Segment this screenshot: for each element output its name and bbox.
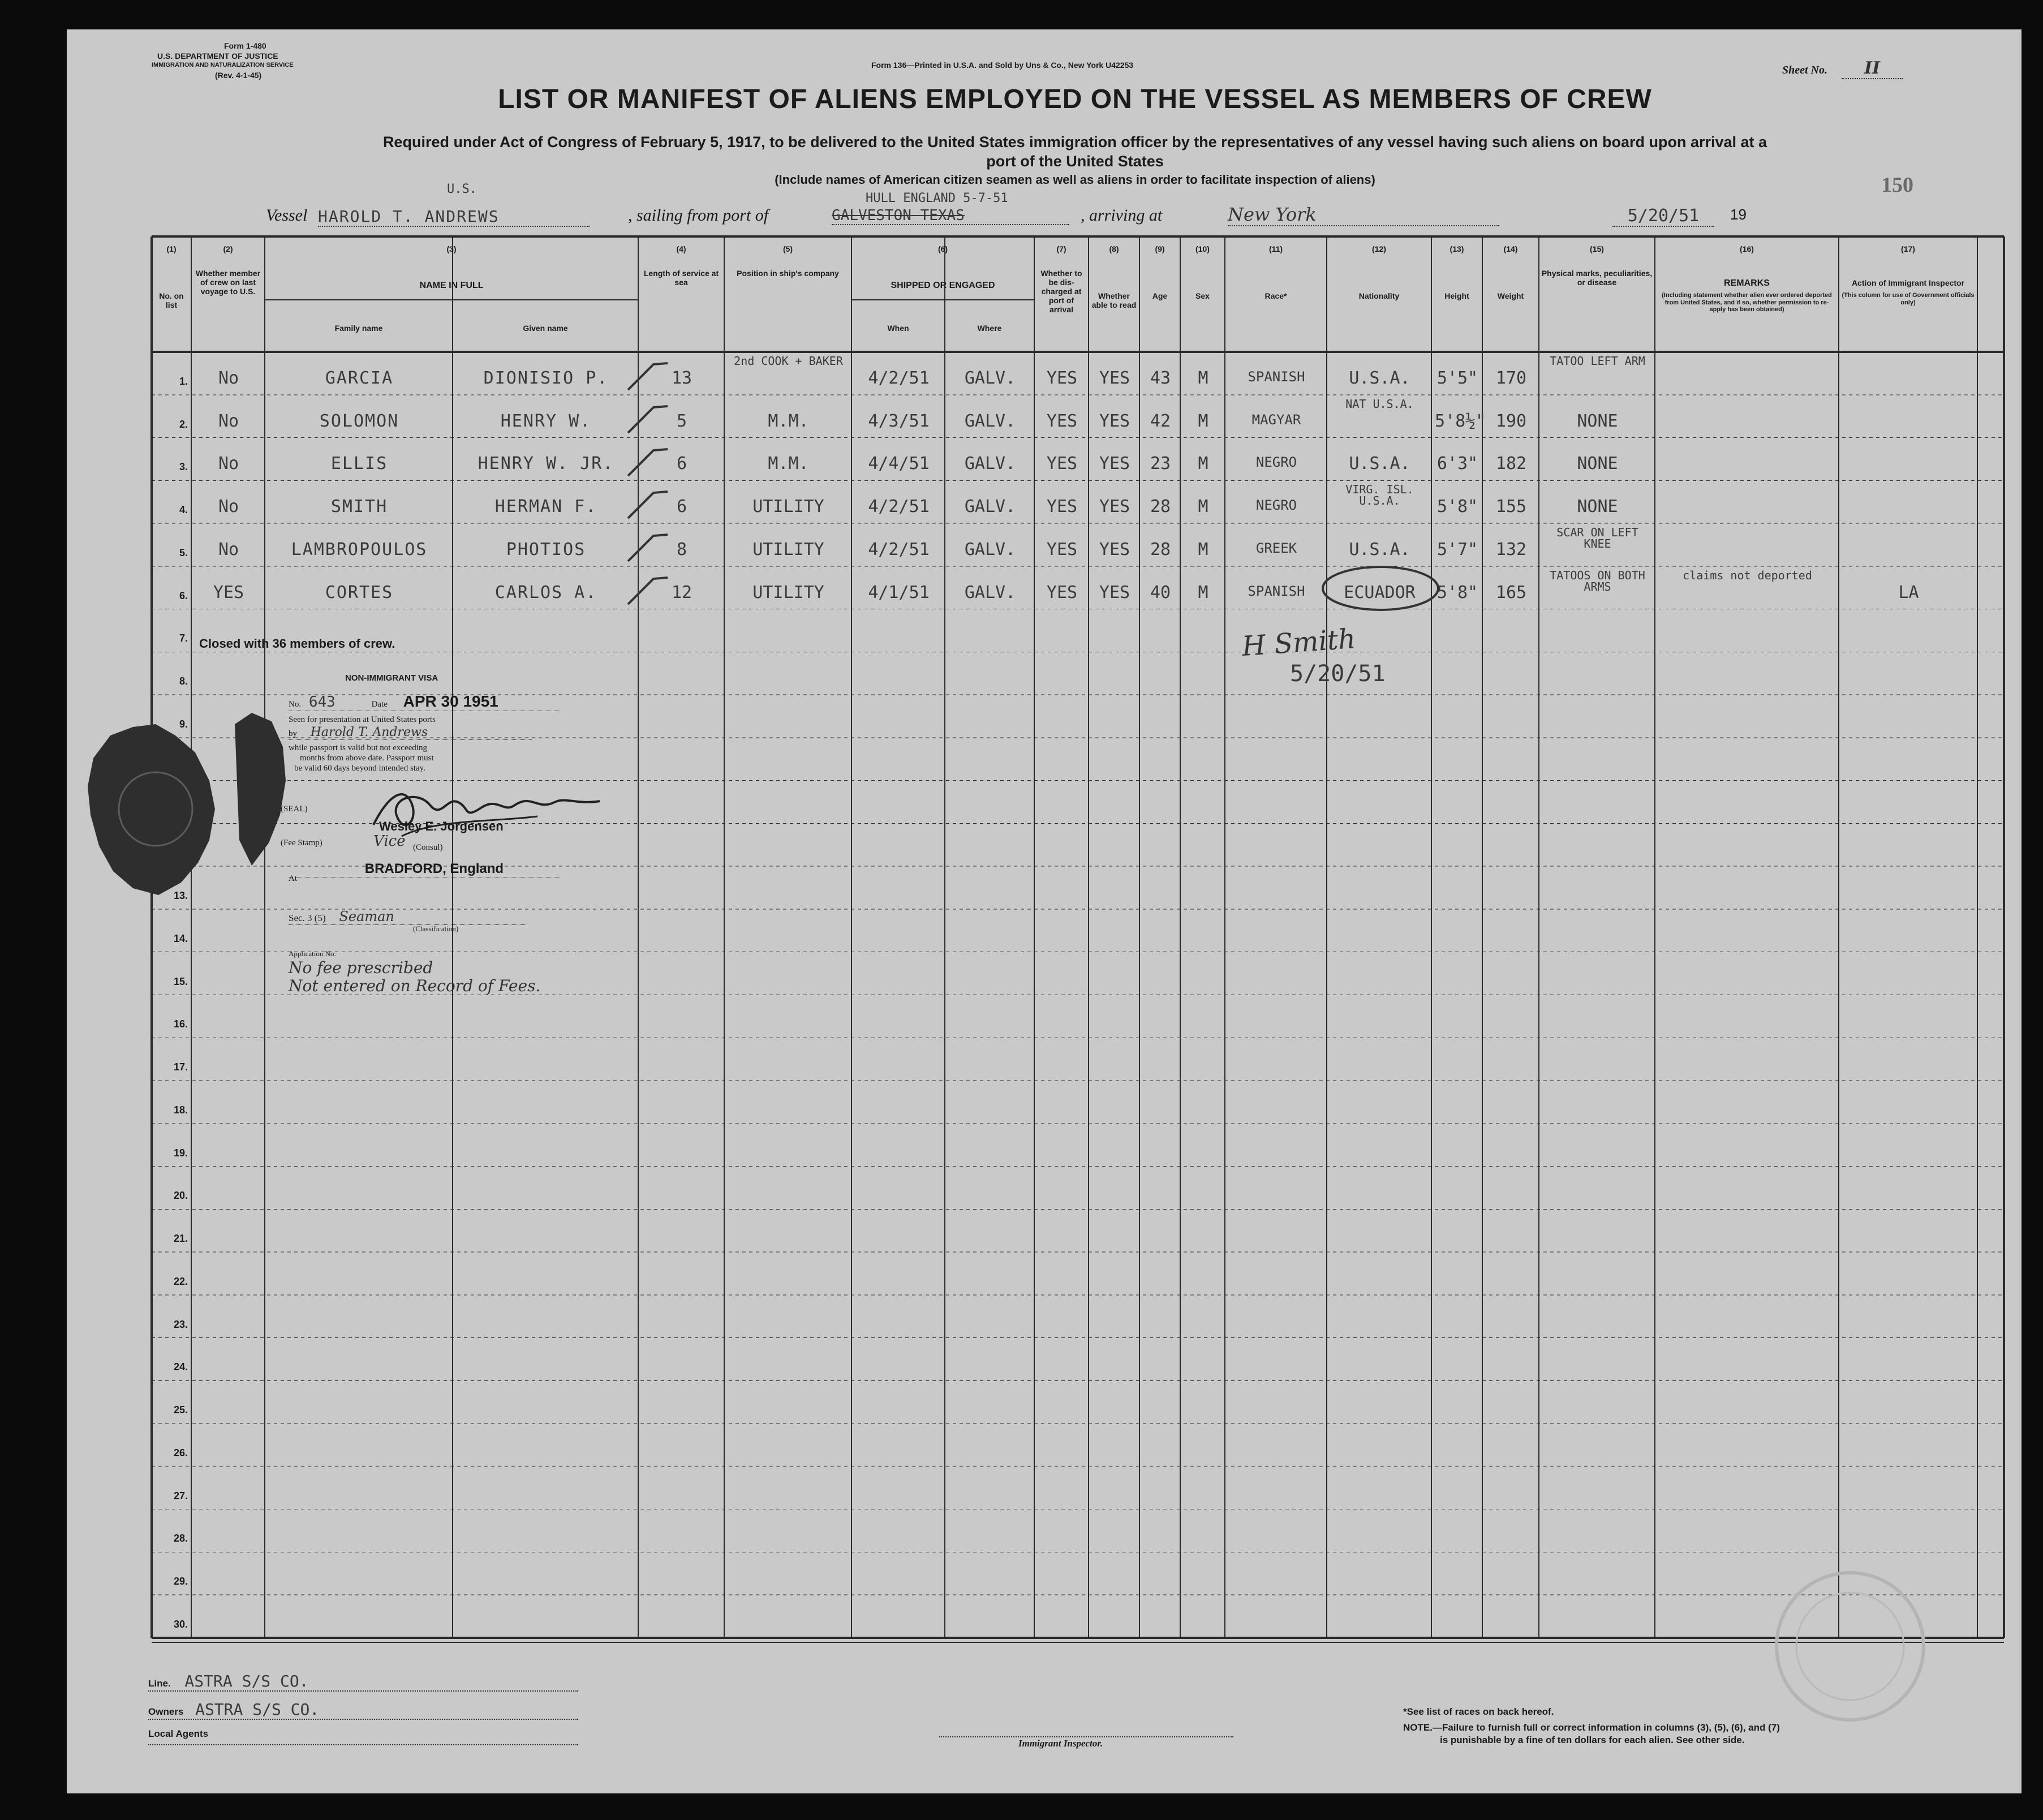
statute-line: Required under Act of Congress of February 5, 1917, to be delivered to the United States immigration officer by the representatives of any vessel having such aliens on board upon arrival at a (382, 134, 1767, 150)
race-note: *See list of races on back hereof. (1403, 1706, 1554, 1717)
physical-marks: SCAR ON LEFT KNEE (1556, 526, 1638, 551)
column-number: (8) (1109, 244, 1119, 253)
crew-member-flag: YES (213, 582, 244, 603)
row-number: 19. (173, 1147, 188, 1159)
footer-line-field: Line. ASTRA S/S CO. (148, 1672, 578, 1692)
engaged-place: GALV. (964, 497, 1016, 517)
discharge-flag: YES (1046, 454, 1078, 474)
row-number: 1. (179, 375, 188, 387)
column-number: (1) (166, 244, 177, 253)
column-header: Sex (1195, 291, 1210, 300)
column-subheader: Family name (334, 324, 383, 333)
tally-mark (622, 487, 673, 521)
given-name: DIONISIO P. (483, 368, 609, 388)
race: NEGRO (1255, 454, 1297, 471)
revision-label: (Rev. 4-1-45) (215, 71, 262, 80)
column-number: (5) (782, 244, 793, 253)
visa-by-name: Harold T. Andrews (310, 725, 428, 739)
column-subheader: Where (977, 324, 1002, 333)
visa-stamp (281, 669, 605, 995)
column-number: (3) (446, 244, 457, 253)
read-flag: YES (1099, 582, 1130, 603)
age: 28 (1150, 497, 1171, 517)
row-number: 13. (173, 889, 188, 901)
family-name: SOLOMON (319, 411, 399, 431)
closing-note: Closed with 36 members of crew. (199, 636, 395, 651)
age: 42 (1150, 411, 1171, 431)
read-flag: YES (1099, 497, 1130, 517)
row-number: 14. (173, 932, 188, 944)
visa-number: 643 (308, 694, 336, 711)
form-reference: Form 1-480 (224, 41, 266, 50)
height: 5'5" (1436, 368, 1478, 388)
service-length: 12 (671, 582, 693, 603)
given-name: CARLOS A. (494, 582, 597, 603)
printer-line: Form 136—Printed in U.S.A. and Sold by Uns & Co., New York U42253 (871, 61, 1134, 70)
read-flag: YES (1099, 368, 1130, 388)
sailing-label: , sailing from port of (628, 206, 769, 225)
row-number: 21. (173, 1233, 188, 1245)
row-number: 29. (173, 1576, 188, 1587)
row-number: 23. (173, 1318, 188, 1330)
engaged-date: 4/1/51 (868, 582, 930, 603)
race: GREEK (1255, 540, 1297, 556)
visa-at-label: At (289, 874, 297, 883)
family-name: ELLIS (330, 454, 388, 474)
embossed-seal (82, 718, 223, 905)
stamp-number: 150 (1881, 173, 1913, 197)
column-header: Position in ship's company (737, 269, 839, 278)
ship-position: M.M. (768, 411, 809, 431)
height: 5'7" (1436, 539, 1478, 560)
sex: M (1198, 454, 1208, 474)
engaged-date: 4/4/51 (868, 454, 930, 474)
agents-label: Local Agents (148, 1728, 209, 1739)
age: 23 (1150, 454, 1171, 474)
column-header: Race* (1264, 291, 1287, 300)
column-number: (2) (223, 244, 233, 253)
engaged-place: GALV. (964, 411, 1016, 431)
column-number: (4) (676, 244, 686, 253)
row-number: 5. (179, 547, 188, 558)
tally-mark (622, 402, 673, 436)
sheet-label: Sheet No. (1782, 64, 1827, 76)
visa-validity-2: months from above date. Passport must (300, 754, 434, 763)
column-number: (10) (1195, 244, 1210, 253)
nationality: U.S.A. (1349, 539, 1410, 560)
owners-value: ASTRA S/S CO. (195, 1700, 320, 1719)
consul-title: Vice (373, 833, 406, 850)
row-number: 7. (179, 633, 188, 644)
column-header: Age (1152, 291, 1168, 300)
visa-application-label: Application No. (289, 949, 336, 958)
weight: 155 (1495, 497, 1527, 517)
row-number: 30. (173, 1619, 188, 1630)
vessel-label: Vessel (266, 206, 308, 225)
row-number: 27. (173, 1490, 188, 1501)
column-number: (15) (1590, 244, 1604, 253)
inspector-initials: H Smith (1241, 623, 1357, 662)
service-length: 8 (676, 539, 687, 560)
visa-validity-1: while passport is valid but not exceeding (289, 743, 427, 752)
column-number: (12) (1372, 244, 1386, 253)
remarks: claims not deported (1683, 568, 1812, 582)
engaged-date: 4/2/51 (868, 539, 930, 560)
service-length: 6 (676, 497, 687, 517)
height: 6'3" (1436, 454, 1478, 474)
physical-marks: TATOO LEFT ARM (1550, 354, 1645, 368)
column-number: (14) (1503, 244, 1518, 253)
row-number: 6. (179, 590, 188, 601)
column-header: Length of service at sea (643, 269, 719, 287)
visa-classification: Seaman (339, 909, 394, 924)
row-number: 4. (179, 504, 188, 516)
visa-presentation: Seen for presentation at United States ports (289, 715, 436, 724)
column-number: (17) (1901, 244, 1915, 253)
tally-mark (622, 359, 673, 393)
tally-mark (622, 445, 673, 479)
column-number: (13) (1450, 244, 1464, 253)
row-number: 28. (173, 1533, 188, 1544)
crew-member-flag: No (218, 368, 239, 388)
row-number: 20. (173, 1190, 188, 1202)
row-number: 26. (173, 1447, 188, 1458)
engaged-place: GALV. (964, 368, 1016, 388)
weight: 190 (1495, 411, 1527, 431)
port-struck: GALVESTON TEXAS (832, 207, 1069, 225)
visa-fee-stamp-label: (Fee Stamp) (281, 838, 322, 847)
row-number: 17. (173, 1061, 188, 1073)
family-name: GARCIA (325, 368, 394, 388)
column-header: NAME IN FULL (419, 281, 484, 290)
sex: M (1198, 497, 1208, 517)
inspector-signature-line (939, 1728, 1233, 1737)
visa-place-line (289, 861, 560, 883)
column-subheader: Given name (523, 324, 568, 333)
discharge-flag: YES (1046, 368, 1078, 388)
height: 5'8½" (1435, 411, 1486, 431)
arriving-port: New York (1228, 204, 1499, 226)
given-name: PHOTIOS (506, 539, 586, 560)
row-number: 15. (173, 975, 188, 987)
inspector-action: LA (1898, 582, 1919, 603)
column-header: REMARKS (1724, 278, 1770, 288)
sex: M (1198, 368, 1208, 388)
given-name: HERMAN F. (494, 497, 597, 517)
column-header: Action of Immigrant Inspector (1851, 278, 1965, 287)
ship-position: M.M. (768, 454, 809, 474)
physical-marks: NONE (1577, 454, 1618, 474)
row-number: 25. (173, 1404, 188, 1416)
visa-number-line (289, 692, 560, 711)
footer-agents-field (148, 1728, 578, 1745)
engaged-place: GALV. (964, 539, 1016, 560)
family-name: LAMBROPOULOS (291, 539, 428, 560)
consul-name: Wesley E. Jorgensen (379, 819, 504, 833)
department-label: U.S. DEPARTMENT OF JUSTICE (157, 51, 278, 61)
row-number: 3. (179, 461, 188, 473)
owners-label: Owners (148, 1706, 184, 1717)
nationality: U.S.A. (1349, 368, 1410, 388)
row-number: 8. (179, 675, 188, 687)
tally-mark (622, 573, 673, 607)
race: SPANISH (1248, 368, 1305, 385)
footer-owners-field (148, 1700, 578, 1720)
visa-fee-line-1: No fee prescribed (289, 958, 433, 977)
discharge-flag: YES (1046, 411, 1078, 431)
visa-no-label: No. (289, 700, 302, 709)
arriving-label: , arriving at (1081, 206, 1163, 225)
nationality: ECUADOR (1344, 582, 1416, 603)
statute-line-2: port of the United States (986, 153, 1164, 170)
column-header: Nationality (1358, 291, 1400, 300)
column-number: (9) (1155, 244, 1165, 253)
weight: 182 (1495, 454, 1527, 474)
ship-position: 2nd COOK + BAKER (734, 354, 843, 368)
vessel-name: HAROLD T. ANDREWS (318, 207, 590, 227)
row-number: 22. (173, 1275, 188, 1287)
discharge-flag: YES (1046, 497, 1078, 517)
port-correction: HULL ENGLAND 5-7-51 (866, 191, 1008, 205)
column-header: Whether to be dis- charged at port of arrival (1040, 269, 1082, 315)
column-subheader: When (887, 324, 909, 333)
ship-position: UTILITY (752, 497, 824, 517)
visa-date-label: Date (371, 700, 388, 709)
column-header-note: (This column for use of Government officials only) (1842, 292, 1975, 306)
race: NEGRO (1255, 497, 1297, 514)
instruction-line: (Include names of American citizen seamen as well as aliens in order to facilitate inspection of aliens) (775, 173, 1375, 187)
arrival-date: 5/20/51 (1612, 206, 1714, 227)
nationality: NAT U.S.A. (1345, 397, 1414, 411)
engaged-date: 4/2/51 (868, 497, 930, 517)
weight: 170 (1495, 368, 1527, 388)
column-number: (11) (1268, 244, 1283, 253)
read-flag: YES (1099, 539, 1130, 560)
visa-date: APR 30 1951 (403, 692, 498, 710)
read-flag: YES (1099, 411, 1130, 431)
row-number: 2. (179, 418, 188, 430)
visa-by-label: by (289, 729, 297, 738)
penalty-note-1: NOTE.—Failure to furnish full or correct information in columns (3), (5), (6), and (7) (1403, 1722, 1780, 1733)
document-title: LIST OR MANIFEST OF ALIENS EMPLOYED ON THE VESSEL AS MEMBERS OF CREW (498, 84, 1652, 114)
discharge-flag: YES (1046, 582, 1078, 603)
line-value: ASTRA S/S CO. (184, 1672, 309, 1690)
crew-member-flag: No (218, 497, 239, 517)
engaged-place: GALV. (964, 582, 1016, 603)
ship-position: UTILITY (752, 539, 824, 560)
physical-marks: TATOOS ON BOTH ARMS (1550, 568, 1645, 593)
row-number: 24. (173, 1361, 188, 1373)
age: 43 (1150, 368, 1171, 388)
family-name: CORTES (325, 582, 394, 603)
service-length: 13 (671, 368, 693, 388)
column-header: Weight (1497, 291, 1524, 300)
sheet-number: II (1842, 58, 1903, 79)
column-number: (7) (1056, 244, 1066, 253)
engaged-date: 4/2/51 (868, 368, 930, 388)
nationality: VIRG. ISL. U.S.A. (1345, 483, 1414, 508)
crew-member-flag: No (218, 411, 239, 431)
sex: M (1198, 411, 1208, 431)
visa-seal-label: (SEAL) (281, 804, 308, 814)
given-name: HENRY W. (500, 411, 592, 431)
column-number: (6) (937, 244, 948, 253)
column-header: No. on list (159, 291, 184, 310)
age: 40 (1150, 582, 1171, 603)
vessel-prefix: U.S. (447, 182, 477, 196)
ship-position: UTILITY (752, 582, 824, 603)
height: 5'8" (1436, 582, 1478, 603)
column-header: Whether member of crew on last voyage to U.S. (195, 269, 261, 296)
visa-by-line (289, 725, 532, 740)
nationality: U.S.A. (1349, 454, 1410, 474)
race: MAGYAR (1251, 411, 1301, 428)
column-header: Height (1444, 291, 1469, 300)
penalty-note-2: is punishable by a fine of ten dollars for each alien. See other side. (1440, 1735, 1745, 1745)
service-label: IMMIGRATION AND NATURALIZATION SERVICE (152, 62, 294, 68)
row-number: 16. (173, 1018, 188, 1030)
visa-sec-label: Sec. 3 (5) (289, 913, 326, 923)
visa-classification-label: (Classification) (413, 924, 459, 933)
nationality-circle (1318, 563, 1443, 614)
given-name: HENRY W. JR. (478, 454, 614, 474)
tally-mark (622, 530, 673, 564)
row-number: 9. (179, 718, 188, 730)
column-header: Whether able to read (1091, 291, 1137, 310)
physical-marks: NONE (1577, 411, 1618, 431)
sex: M (1198, 539, 1208, 560)
visa-heading: NON-IMMIGRANT VISA (345, 673, 438, 683)
visa-classification-line (289, 909, 526, 925)
consul-title-label: (Consul) (413, 843, 443, 852)
column-header-note: (Including statement whether alien ever ordered deported from United States, and if so, whether permission to re-apply has been obtained) (1662, 292, 1832, 313)
crew-member-flag: No (218, 454, 239, 474)
read-flag: YES (1099, 454, 1130, 474)
visa-validity-3: be valid 60 days beyond intended stay. (294, 764, 425, 773)
physical-marks: NONE (1577, 497, 1618, 517)
column-number: (16) (1740, 244, 1754, 253)
race: SPANISH (1248, 583, 1305, 599)
column-header: SHIPPED OR ENGAGED (891, 281, 995, 290)
column-header: Physical marks, peculiarities, or disease (1541, 269, 1653, 287)
weight: 132 (1495, 539, 1527, 560)
sex: M (1198, 582, 1208, 603)
visa-place: BRADFORD, England (364, 861, 504, 876)
engaged-place: GALV. (964, 454, 1016, 474)
inspector-label: Immigrant Inspector. (1018, 1738, 1103, 1749)
age: 28 (1150, 539, 1171, 560)
inspector-date: 5/20/51 (1290, 661, 1386, 687)
service-length: 6 (676, 454, 687, 474)
crew-member-flag: No (218, 539, 239, 560)
height: 5'8" (1436, 497, 1478, 517)
weight: 165 (1495, 582, 1527, 603)
engaged-date: 4/3/51 (868, 411, 930, 431)
visa-fee-line-2: Not entered on Record of Fees. (289, 976, 541, 995)
discharge-flag: YES (1046, 539, 1078, 560)
line-label: Line (148, 1678, 168, 1689)
family-name: SMITH (330, 497, 388, 517)
year-label: 19 (1730, 206, 1747, 223)
row-number: 18. (173, 1104, 188, 1116)
service-length: 5 (676, 411, 687, 431)
faint-round-stamp (1765, 1561, 1935, 1731)
